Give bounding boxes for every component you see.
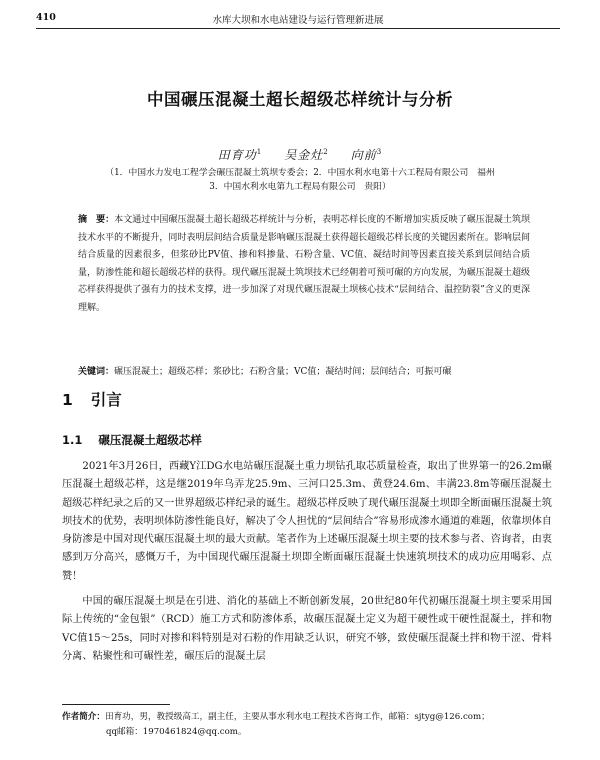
footnote-divider [62, 704, 170, 705]
section-title: 引言 [90, 391, 122, 409]
footnote-text: 田育功，男，教授级高工，副主任，主要从事水利水电工程技术咨询工作，邮箱：sjtyg@126.com； [104, 712, 490, 722]
author-footnote [62, 710, 552, 740]
section-heading [62, 388, 122, 410]
author-name: 吴金灶 [284, 148, 324, 162]
section-number: 1 [62, 391, 73, 409]
subsection-title: 碾压混凝土超级芯样 [98, 433, 202, 447]
keywords-label: 关键词： [78, 367, 115, 377]
paragraph: 2021年3月26日，西藏Y江DG水电站碾压混凝土重力坝钻孔取芯质量检查，取出了世界第一的26.2m碾压混凝土超级芯样，这是继2019年乌弄龙25.9m、三河口25.3m、黄登24.6m、丰满23.8m等碾压混凝土超级芯样纪录之后的又一世界超级芯样纪录的诞生。超级芯样反映了现代碾压混凝土坝即全断面碾压混凝土筑坝技术的优势，表明坝体防渗性能良好，解决了令人担忧的“层间结合”容易形成渗水通道的难题，依靠坝体自身防渗是中国对现代碾压混凝土坝的最大贡献。笔者作为上述碾压混凝土坝主要的技术参与者、咨询者，由衷感到万分高兴，感慨万千，为中国现代碾压混凝土坝即全断面碾压混凝土快速筑坝技术的成功应用喝彩、点赞！ [62, 461, 552, 582]
keywords-text: 碾压混凝土；超级芯样；浆砂比；石粉含量；VC值；凝结时间；层间结合；可振可碾 [114, 367, 452, 377]
affiliations [60, 166, 540, 194]
page-number: 410 [36, 12, 56, 23]
author-affil-mark: 3 [376, 148, 383, 156]
footnote-text: qq邮箱：1970461824@qq.com。 [106, 727, 247, 737]
abstract-text: 本文通过中国碾压混凝土超长超级芯样统计与分析，表明芯样长度的不断增加实质反映了碾压混凝土筑坝技术水平的不断提升，同时表明层间结合质量是影响碾压混凝土获得超长超级芯样长度的关键因素所在。影响层间结合质量的因素很多，但浆砂比PV值、掺和料掺量、石粉含量、VC值、凝结时间等因素直接关系到层间结合质量，防渗性能和超长超级芯样的获得。现代碾压混凝土筑坝技术已经朝着可预可碾的方向发展，为碾压混凝土超级芯样获得提供了强有力的技术支撑，进一步加深了对现代碾压混凝土坝核心技术“层间结合、温控防裂”含义的更深理解。 [78, 215, 530, 313]
author-name: 向前 [350, 148, 377, 162]
affiliation-line: 3．中国水利水电第九工程局有限公司 贵阳） [209, 182, 391, 192]
running-title: 水库大坝和水电站建设与运行管理新进展 [212, 15, 384, 26]
abstract [78, 212, 530, 318]
subsection-heading [62, 432, 202, 448]
paper-title: 中国碾压混凝土超长超级芯样统计与分析 [147, 90, 453, 109]
author-affil-mark: 1 [256, 148, 263, 156]
paragraph: 中国的碾压混凝土坝是在引进、消化的基础上不断创新发展，20世纪80年代初碾压混凝土坝主要采用国际上传统的“金包银”（RCD）施工方式和防渗体系，故碾压混凝土定义为超干硬性或干硬性混凝土，拌和物VC值15～25s，同时对掺和料特别是对石粉的作用缺乏认识，研究不够，致使碾压混凝土拌和物干涩、骨料分离、粘聚性和可碾性差，碾压后的混凝土层 [62, 596, 552, 662]
footnote-label: 作者简介： [62, 712, 105, 722]
subsection-number: 1.1 [62, 433, 83, 447]
author-name: 田育功 [217, 148, 257, 162]
body-text [62, 458, 552, 666]
author-affil-mark: 2 [323, 148, 329, 156]
abstract-label: 摘 要： [78, 215, 115, 225]
author-line [0, 146, 600, 163]
running-header [36, 10, 560, 29]
keywords [78, 365, 530, 379]
affiliation-line: （1．中国水力发电工程学会碾压混凝土筑坝专委会；2．中国水利水电第十六工程局有限公司 福州 [105, 168, 495, 178]
